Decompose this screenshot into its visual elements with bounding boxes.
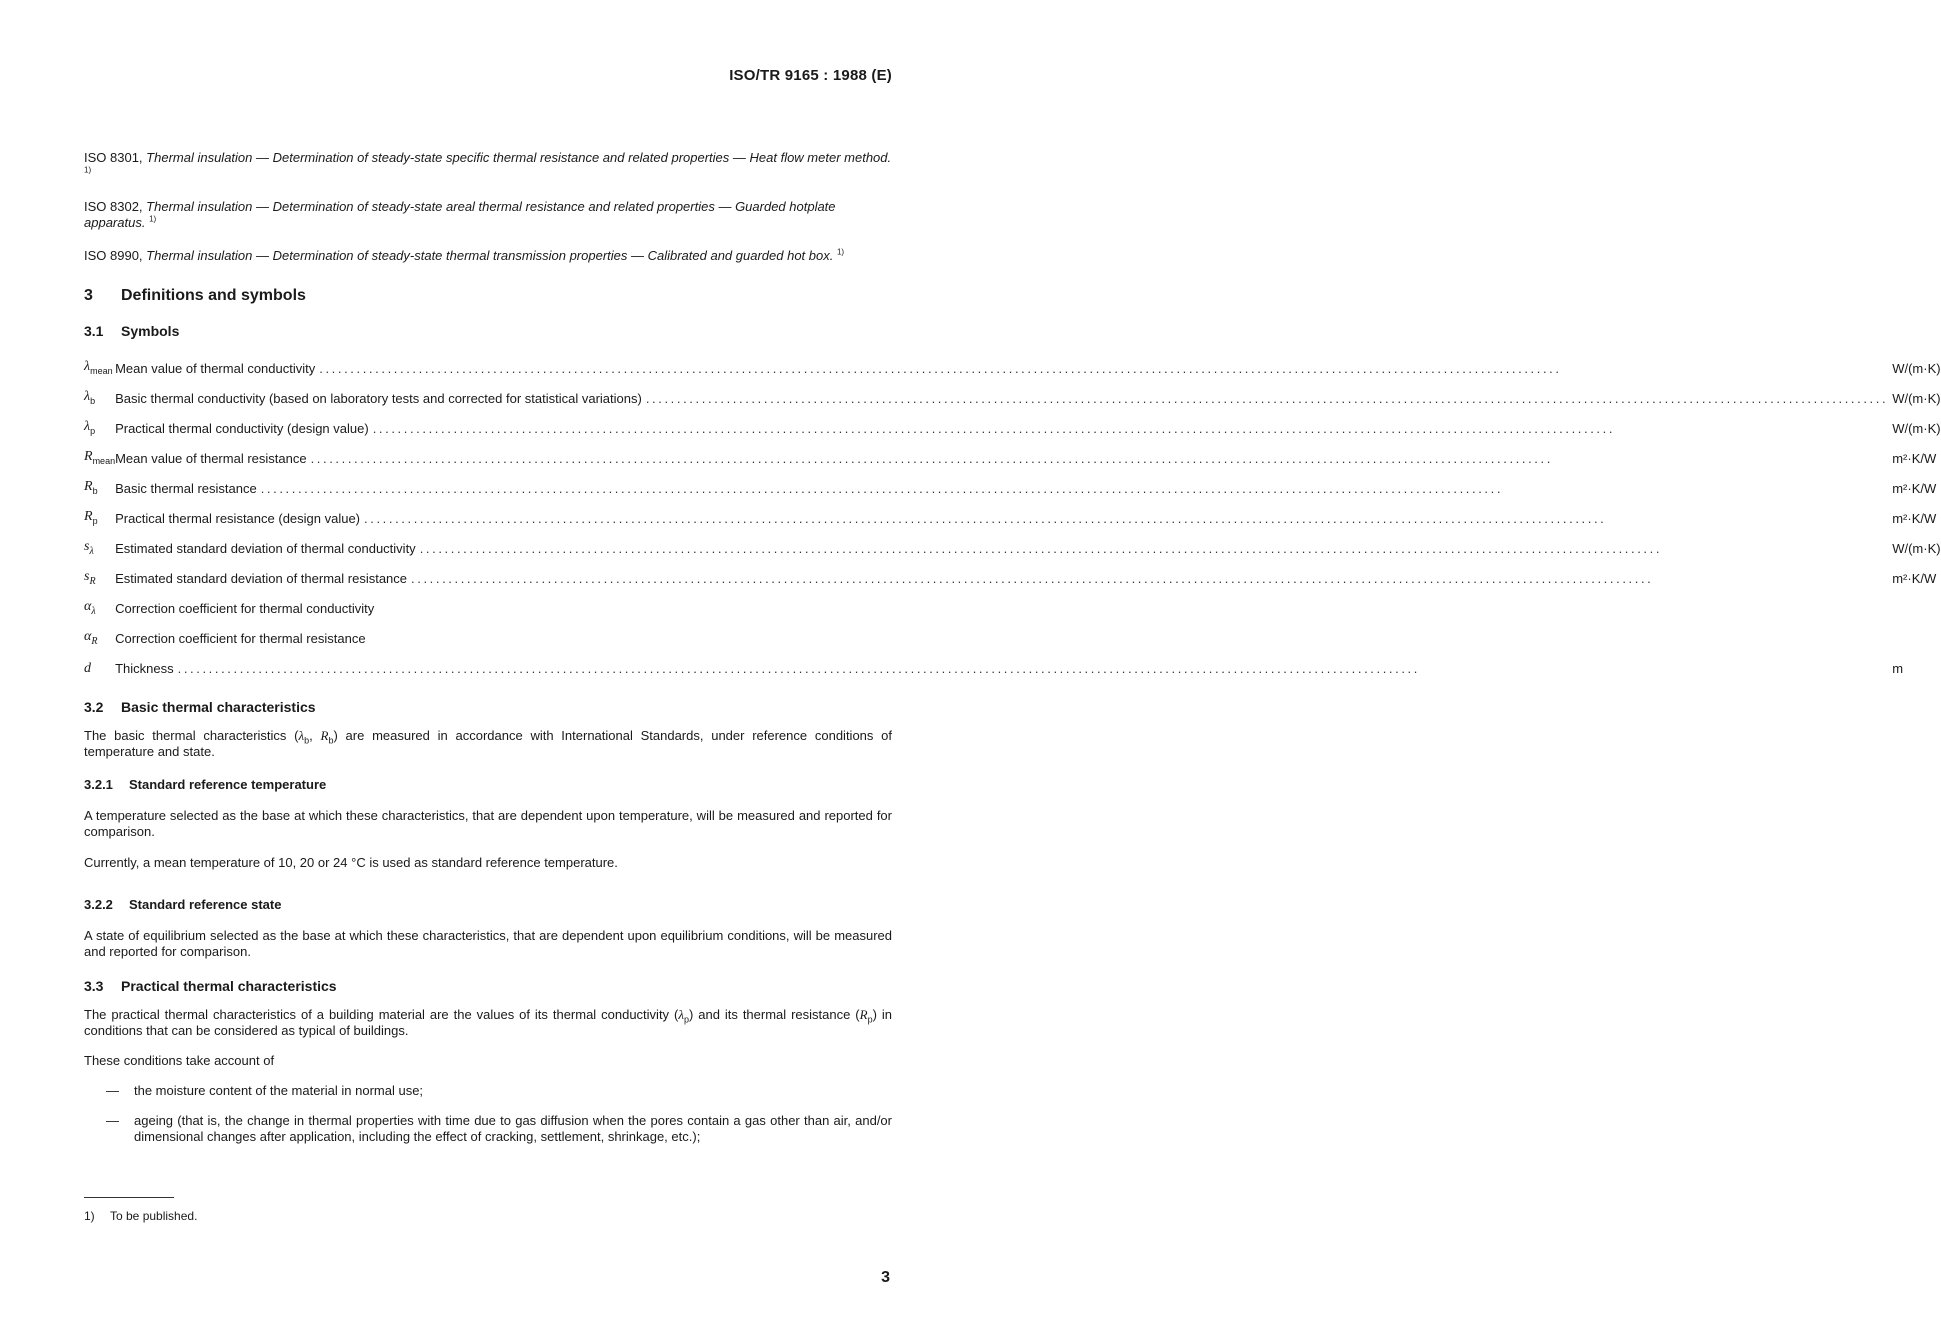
dot-leader: ........................................................................................................................................................................................................ [310,451,1553,466]
symbol-description: Correction coefficient for thermal conductivity [115,601,375,616]
section-heading-3-3: 3.3 Practical thermal characteristics [84,978,337,994]
dot-leader: ........................................................................................................................................................................................................ [260,481,1504,496]
reference-iso-8301: ISO 8301, Thermal insulation — Determination of steady-state specific thermal resistance and related properties — Heat flow meter method. $^{1)}$ [84,150,892,175]
table-row [84,654,1941,684]
footnote-marker: 1) [149,214,157,224]
dot-leader: ........................................................................................................................................................................................................ [645,391,1889,406]
table-row [84,624,1941,654]
symbol-unit: m²·K/W [1892,571,1937,586]
table-row [84,444,1941,474]
dot-leader: ........................................................................................................................................................................................................ [372,421,1616,436]
symbol-cell: $R_p$ [84,509,98,526]
document-id-header: ISO/TR 9165 : 1988 (E) [729,67,892,84]
list-item: — ageing (that is, the change in thermal properties with time due to gas diffusion when the pores contain a gas other than air, and/or dimensional changes after application, including the effect of cracking, settlement, shrinkage, etc.); [106,1113,892,1144]
symbol-description: Mean value of thermal conductivity ........................................................................................................................................................................................................ [115,354,1892,384]
section-heading-3: 3 Definitions and symbols [84,287,306,304]
symbol-unit: W/(m·K) [1892,391,1941,406]
symbol-unit: W/(m·K) [1892,541,1941,556]
page-number: 3 [881,1269,890,1286]
page-content [84,150,1941,1145]
dot-leader: ........................................................................................................................................................................................................ [364,511,1607,526]
paragraph-conditions-intro: These conditions take account of [84,1053,275,1068]
reference-title: Thermal insulation — Determination of steady-state areal thermal resistance and related properties — Guarded hotplate apparatus. [84,199,836,230]
list-item: — the moisture content of the material in normal use; [106,1083,424,1098]
reference-title: Thermal insulation — Determination of steady-state specific thermal resistance and related properties — Heat flow meter method. [146,150,892,165]
reference-iso-8302: ISO 8302, Thermal insulation — Determination of steady-state areal thermal resistance and related properties — Guarded hotplate apparatus. $^{1)}$ [84,199,836,230]
symbol-description: Estimated standard deviation of thermal conductivity ........................................................................................................................................................................................................ [115,534,1892,564]
symbol-cell: $s_R$ [84,568,96,587]
dot-leader: ........................................................................................................................................................................................................ [177,661,1420,676]
paragraph-reference-temperature: A temperature selected as the base at which these characteristics, that are dependent upon temperature, will be measured and reported for comparison. [84,808,892,839]
symbol-unit: W/(m·K) [1892,421,1941,436]
paragraph-reference-state: A state of equilibrium selected as the base at which these characteristics, that are dependent upon equilibrium conditions, will be measured and reported for comparison. [84,928,892,959]
symbol-unit: m²·K/W [1892,481,1937,496]
section-heading-3-2-1: 3.2.1 Standard reference temperature [84,777,327,792]
symbol-unit [1892,624,1940,654]
symbol-unit: m²·K/W [1892,451,1937,466]
symbol-unit: m [1892,661,1904,676]
symbol-cell: $\alpha_\lambda$ [84,598,96,617]
symbol-description: Basic thermal resistance ........................................................................................................................................................................................................ [115,474,1892,504]
paragraph-practical-characteristics: The practical thermal characteristics of a building material are the values of its thermal conductivity $(\lambda_p)$ and its thermal resistance $(R_p)$ in conditions that can be considered as typical of buildings. [84,1007,892,1038]
symbols-table [84,354,1941,684]
symbol-unit [1892,594,1940,624]
section-heading-3-1: 3.1 Symbols [84,323,180,339]
symbol-cell: $\lambda_b$ [84,389,96,406]
section-heading-3-2-2: 3.2.2 Standard reference state [84,897,282,912]
symbol-cell: $R_b$ [84,479,98,496]
symbol-description: Estimated standard deviation of thermal resistance ........................................................................................................................................................................................................ [115,564,1892,594]
symbol-cell: $\alpha_R$ [84,628,98,647]
symbol-unit: m²·K/W [1892,511,1937,526]
symbol-description: Thickness ........................................................................................................................................................................................................ [115,654,1892,684]
reference-iso-8990: ISO 8990, Thermal insulation — Determination of steady-state thermal transmission properties — Calibrated and guarded hot box. $^{1)}$ [84,247,845,263]
symbol-cell: d [84,661,91,676]
symbol-description: Practical thermal conductivity (design value) ........................................................................................................................................................................................................ [115,414,1892,444]
symbol-description: Correction coefficient for thermal resistance [115,631,366,646]
table-row [84,414,1941,444]
symbol-cell: $R_{mean}$ [84,449,116,466]
table-row [84,354,1941,384]
paragraph-basic-characteristics: The basic thermal characteristics ($\lambda_b$, $R_b$) are measured in accordance with International Standards, under reference conditions of temperature and state. [84,728,892,759]
symbol-unit: W/(m·K) [1892,361,1941,376]
symbol-cell: $\lambda_{mean}$ [84,359,113,376]
symbol-cell: $\lambda_p$ [84,419,96,436]
section-heading-3-2: 3.2 Basic thermal characteristics [84,699,316,715]
table-row [84,564,1941,594]
table-row [84,534,1941,564]
table-row [84,384,1941,414]
dot-leader: ........................................................................................................................................................................................................ [319,361,1562,376]
footnote-marker: 1) [84,165,92,175]
symbol-cell: $s_\lambda$ [84,538,94,557]
footnote: 1) To be published. [84,1209,198,1223]
dot-leader: ........................................................................................................................................................................................................ [419,541,1663,556]
paragraph-mean-temperature: Currently, a mean temperature of 10, 20 or 24 °C is used as standard reference temperature. [84,855,618,870]
dot-leader: ........................................................................................................................................................................................................ [411,571,1654,586]
symbol-description: Mean value of thermal resistance ........................................................................................................................................................................................................ [115,444,1892,474]
symbol-description: Practical thermal resistance (design value) ........................................................................................................................................................................................................ [115,504,1892,534]
footnote-marker: 1) [836,247,845,257]
reference-title: Thermal insulation — Determination of steady-state thermal transmission properties — Calibrated and guarded hot box. [146,248,834,263]
symbol-description: Basic thermal conductivity (based on laboratory tests and corrected for statistical variations) ........................................................................................................................................................................................................ [115,391,1889,406]
table-row [84,474,1941,504]
table-row [84,594,1941,624]
table-row [84,504,1941,534]
footnote-divider [84,1197,174,1198]
